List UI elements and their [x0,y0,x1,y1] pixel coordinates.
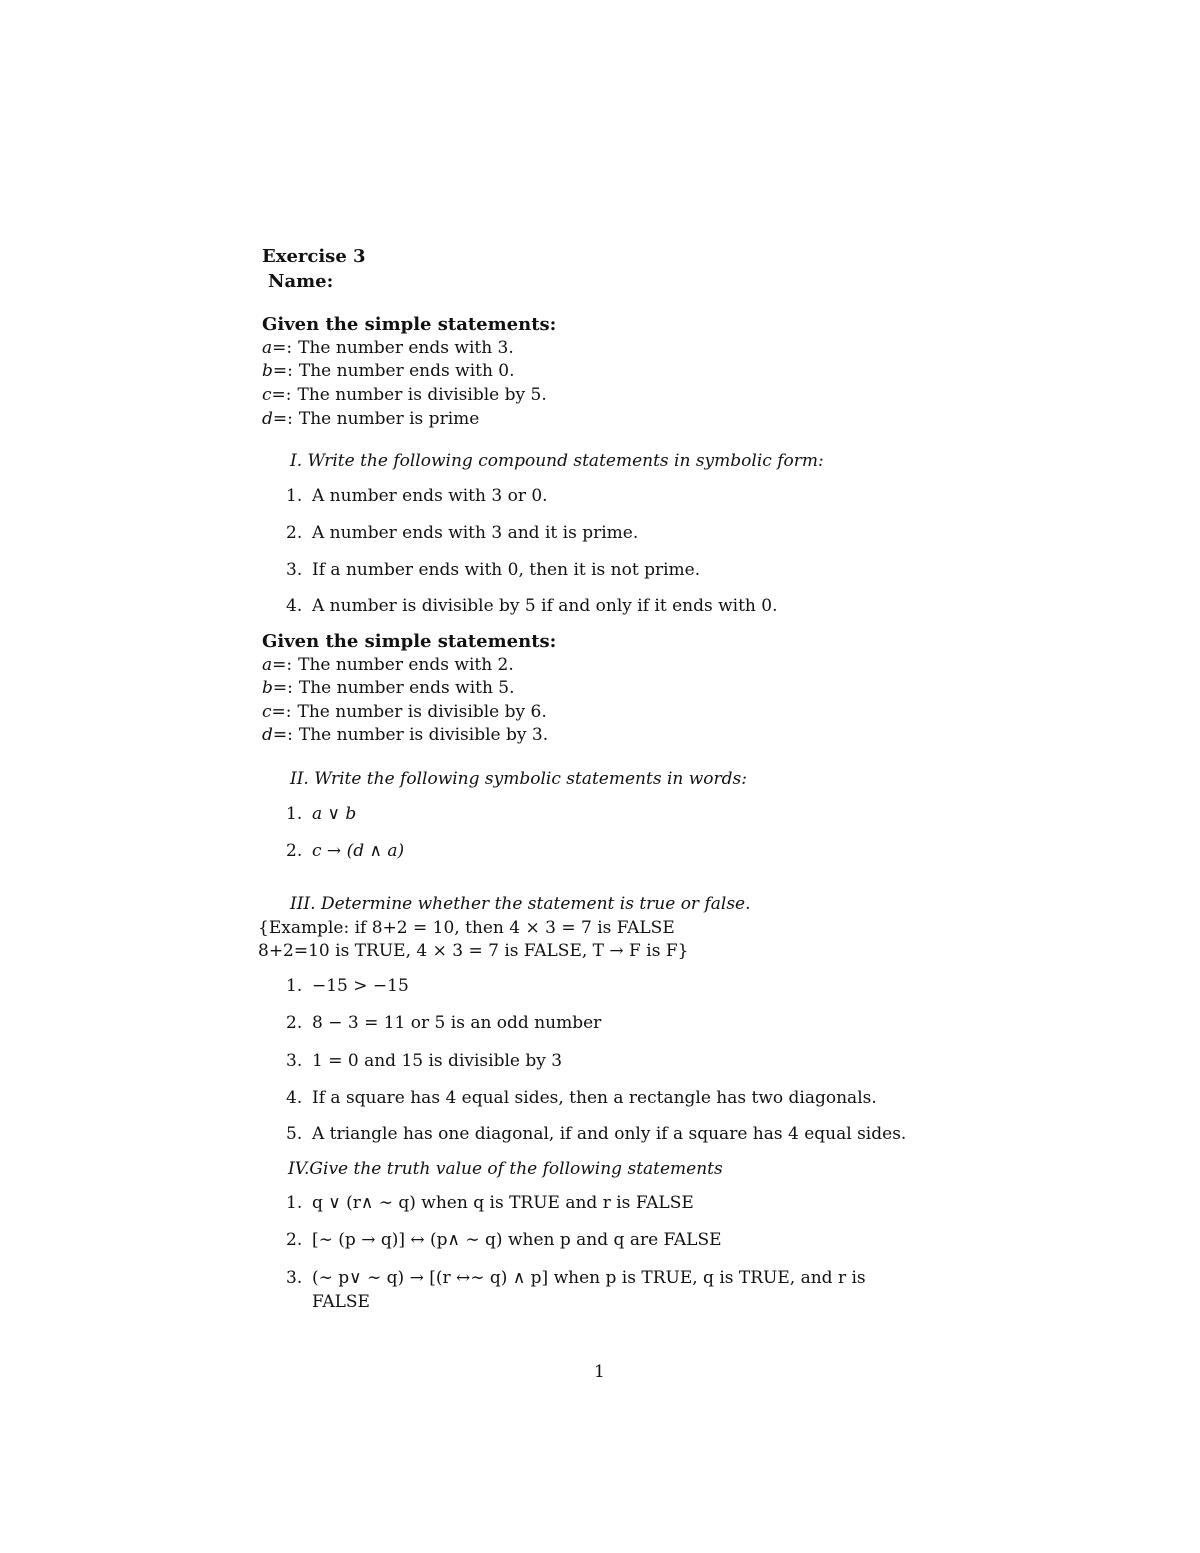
def-var: b [262,361,273,381]
item-number: 2. [286,1013,303,1033]
part1-item-3 [286,560,700,580]
section1-def-a [262,338,514,358]
item-text: 1 = 0 and 15 is divisible by 3 [312,1051,563,1071]
item-number: 3. [286,1268,303,1288]
name-label: Name: [268,271,334,292]
def-rel: =: [272,725,293,745]
part2-prompt: II. Write the following symbolic statements in words: [290,769,747,789]
item-text: A triangle has one diagonal, if and only if a square has 4 equal sides. [312,1124,907,1144]
section2-def-a [262,655,514,675]
item-number: 1. [286,804,303,824]
item-number: 5. [286,1124,303,1144]
section2-def-c [262,702,547,722]
section1-def-b [262,361,515,381]
page-number: 1 [594,1362,605,1382]
part1-prompt: I. Write the following compound statements in symbolic form: [290,451,824,471]
part4-item-2 [286,1230,722,1250]
def-text: The number ends with 2. [298,655,514,675]
def-rel: =: [272,361,293,381]
item-text: If a number ends with 0, then it is not prime. [312,560,701,580]
def-text: The number is prime [298,409,480,429]
def-rel: =: [272,678,293,698]
def-var: a [262,655,273,675]
item-text: a ∨ b [312,804,357,824]
part3-item-5 [286,1124,906,1144]
def-var: c [262,385,272,405]
part4-item-1 [286,1193,694,1213]
item-number: 1. [286,976,303,996]
part4-prompt: IV.Give the truth value of the following statements [288,1159,723,1179]
part2-item-1 [286,804,356,824]
def-text: The number ends with 0. [298,361,515,381]
item-number: 2. [286,523,303,543]
def-var: b [262,678,273,698]
item-text: A number is divisible by 5 if and only if it ends with 0. [312,596,778,616]
def-rel: =: [272,655,293,675]
def-rel: =: [272,338,293,358]
def-text: The number ends with 5. [298,678,515,698]
item-continuation: FALSE [312,1292,370,1312]
section2-def-d [262,725,548,745]
section1-heading: Given the simple statements: [262,314,557,335]
item-text: [∼ (p → q)] ↔ (p∧ ∼ q) when p and q are FALSE [312,1230,722,1250]
def-text: The number is divisible by 3. [298,725,549,745]
part3-item-3 [286,1051,562,1071]
section2-def-b [262,678,515,698]
example-line-2: 8+2=10 is TRUE, 4 × 3 = 7 is FALSE, T → F is F} [258,941,689,961]
section1-def-c [262,385,547,405]
part4-item-3 [286,1268,866,1312]
item-number: 4. [286,1088,303,1108]
def-rel: =: [272,409,293,429]
def-text: The number ends with 3. [298,338,514,358]
section1-def-d [262,409,479,429]
part3-prompt: III. Determine whether the statement is true or false. [290,894,751,914]
item-text: If a square has 4 equal sides, then a rectangle has two diagonals. [312,1088,877,1108]
item-number: 2. [286,1230,303,1250]
item-number: 4. [286,596,303,616]
part3-item-2 [286,1013,601,1033]
def-text: The number is divisible by 5. [297,385,547,405]
exercise-title: Exercise 3 [262,246,366,267]
def-var: d [262,409,273,429]
item-text: (∼ p∨ ∼ q) → [(r ↔∼ q) ∧ p] when p is TRUE, q is TRUE, and r is [312,1268,866,1288]
item-text: q ∨ (r∧ ∼ q) when q is TRUE and r is FALSE [312,1193,694,1213]
item-text: A number ends with 3 or 0. [312,486,548,506]
example-line-1: {Example: if 8+2 = 10, then 4 × 3 = 7 is FALSE [258,918,675,938]
part3-item-1 [286,976,409,996]
item-text: 8 − 3 = 11 or 5 is an odd number [312,1013,602,1033]
def-rel: =: [271,702,292,722]
def-var: a [262,338,273,358]
item-number: 3. [286,1051,303,1071]
part2-item-2 [286,841,404,861]
part3-item-4 [286,1088,877,1108]
part1-item-1 [286,486,548,506]
part1-item-2 [286,523,638,543]
def-var: d [262,725,273,745]
def-rel: =: [271,385,292,405]
def-text: The number is divisible by 6. [297,702,547,722]
item-text: −15 > −15 [312,976,409,996]
def-var: c [262,702,272,722]
section2-heading: Given the simple statements: [262,631,557,652]
item-number: 3. [286,560,303,580]
item-number: 2. [286,841,303,861]
item-text: c → (d ∧ a) [312,841,405,861]
part1-item-4 [286,596,778,616]
item-number: 1. [286,1193,303,1213]
item-number: 1. [286,486,303,506]
item-text: A number ends with 3 and it is prime. [312,523,639,543]
